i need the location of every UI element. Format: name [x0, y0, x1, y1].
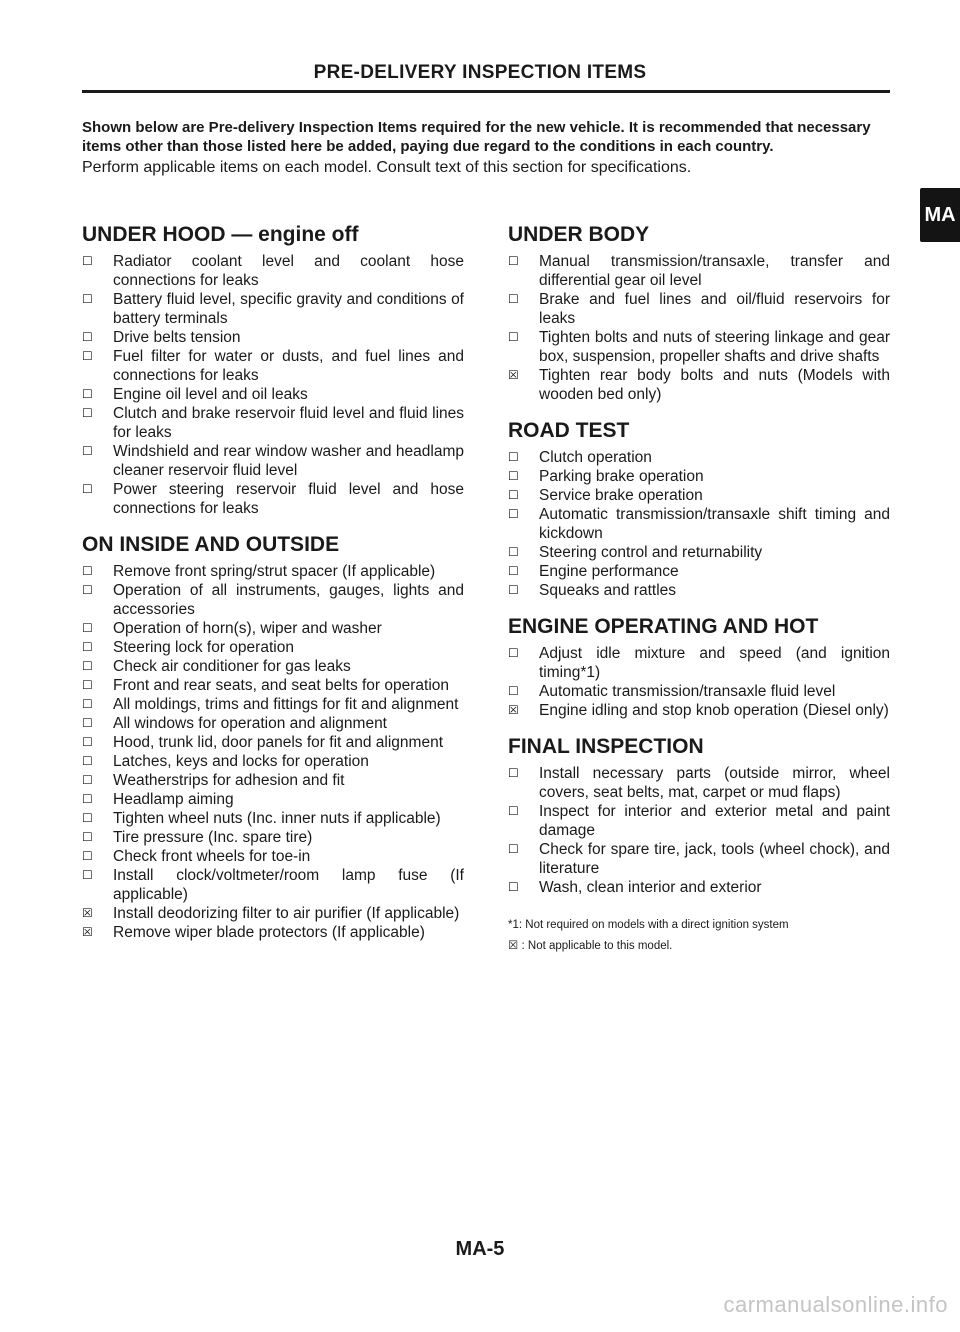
checklist-item [82, 676, 464, 695]
checklist-item-text: Operation of all instruments, gauges, lights and accessories [113, 582, 464, 618]
checkbox-icon: ☐ [82, 830, 93, 844]
checklist-item-text: Tighten bolts and nuts of steering linkage and gear box, suspension, propeller shafts and drive shafts [539, 329, 890, 365]
checklist-item-text: Engine performance [539, 563, 679, 580]
checklist-item [508, 467, 890, 486]
left-column [82, 222, 464, 956]
checklist-item-text: Tighten wheel nuts (Inc. inner nuts if applicable) [113, 810, 441, 827]
watermark: carmanualsonline.info [723, 1292, 948, 1317]
checkbox-icon: ☐ [82, 387, 93, 401]
checklist-item-text: Fuel filter for water or dusts, and fuel lines and connections for leaks [113, 348, 464, 384]
checklist-item-text: Adjust idle mixture and speed (and ignition timing*1) [539, 645, 890, 681]
section-title: UNDER BODY [508, 223, 650, 246]
checklist-item-text: Remove wiper blade protectors (If applicable) [113, 924, 425, 941]
checklist-item [82, 714, 464, 733]
crossed-checkbox-icon: ☒ [508, 703, 519, 717]
section-engine-operating-and-hot [508, 614, 890, 720]
checklist-item-text: Wash, clean interior and exterior [539, 879, 762, 896]
checklist-item-text: Radiator coolant level and coolant hose connections for leaks [113, 253, 464, 289]
checklist-item-text: Service brake operation [539, 487, 703, 504]
checklist-item [82, 404, 464, 442]
checklist-item [508, 505, 890, 543]
checklist-item [82, 923, 464, 942]
section-title: FINAL INSPECTION [508, 735, 704, 758]
section-road-test [508, 418, 890, 600]
checklist-item-text: Check front wheels for toe-in [113, 848, 311, 865]
checklist-item [508, 562, 890, 581]
checklist-item [82, 809, 464, 828]
checklist-item [82, 347, 464, 385]
crossed-checkbox-icon: ☒ [508, 368, 519, 382]
checkbox-icon: ☐ [82, 773, 93, 787]
checkbox-icon: ☐ [508, 766, 519, 780]
checklist-item-text: Weatherstrips for adhesion and fit [113, 772, 345, 789]
checkbox-icon: ☐ [508, 450, 519, 464]
section-title: ENGINE OPERATING AND HOT [508, 615, 819, 638]
checklist-item-text: Check for spare tire, jack, tools (wheel chock), and literature [539, 841, 890, 877]
checklist-item-text: Clutch operation [539, 449, 652, 466]
right-column [508, 222, 890, 957]
checklist-item-text: Squeaks and rattles [539, 582, 677, 599]
checkbox-icon: ☐ [508, 507, 519, 521]
checklist-item [508, 682, 890, 701]
checkbox-icon: ☐ [508, 330, 519, 344]
checklist-item [508, 328, 890, 366]
checklist-item [82, 752, 464, 771]
checklist-item-text: Battery fluid level, specific gravity and conditions of battery terminals [113, 291, 464, 327]
checklist-item [82, 904, 464, 923]
checkbox-icon: ☐ [82, 330, 93, 344]
checklist-item [508, 486, 890, 505]
checkbox-icon: ☐ [508, 880, 519, 894]
section-under-hood-engine-off [82, 222, 464, 518]
checklist-item [82, 385, 464, 404]
checklist-item [82, 480, 464, 518]
checklist-item [82, 581, 464, 619]
checklist-item-text: Clutch and brake reservoir fluid level and fluid lines for leaks [113, 405, 464, 441]
checkbox-icon: ☐ [82, 811, 93, 825]
checklist-item-text: All windows for operation and alignment [113, 715, 387, 732]
checkbox-icon: ☐ [508, 583, 519, 597]
checkbox-icon: ☐ [82, 254, 93, 268]
checkbox-icon: ☐ [82, 292, 93, 306]
checkbox-icon: ☐ [508, 646, 519, 660]
checklist-item [82, 442, 464, 480]
checklist-item [82, 562, 464, 581]
checklist-item [82, 847, 464, 866]
checklist-item-text: Steering lock for operation [113, 639, 294, 656]
checkbox-icon: ☐ [82, 849, 93, 863]
checklist-item [508, 290, 890, 328]
checklist-item [508, 366, 890, 404]
checklist-item-text: Drive belts tension [113, 329, 241, 346]
checklist-item-text: Parking brake operation [539, 468, 704, 485]
checklist-item [508, 581, 890, 600]
checklist-item [82, 771, 464, 790]
checklist-item-text: Windshield and rear window washer and headlamp cleaner reservoir fluid level [113, 443, 464, 479]
checklist-item-text: Operation of horn(s), wiper and washer [113, 620, 382, 637]
checklist-item-text: Check air conditioner for gas leaks [113, 658, 351, 675]
checkbox-icon: ☐ [508, 469, 519, 483]
checklist-item-text: Remove front spring/strut spacer (If applicable) [113, 563, 436, 580]
checklist-item-text: Manual transmission/transaxle, transfer and differential gear oil level [539, 253, 890, 289]
checkbox-icon: ☐ [82, 716, 93, 730]
checkbox-icon: ☐ [508, 545, 519, 559]
section-title: UNDER HOOD — engine off [82, 223, 359, 246]
checklist-item-text: Engine idling and stop knob operation (Diesel only) [539, 702, 889, 719]
checklist-item [508, 840, 890, 878]
checklist-item-text: Automatic transmission/transaxle fluid level [539, 683, 836, 700]
checkbox-icon: ☐ [82, 678, 93, 692]
checkbox-icon: ☐ [82, 406, 93, 420]
checklist-item-text: Tighten rear body bolts and nuts (Models with wooden bed only) [539, 367, 890, 403]
checklist-item [508, 448, 890, 467]
checklist-item-text: Steering control and returnability [539, 544, 763, 561]
checkbox-icon: ☐ [82, 349, 93, 363]
checkbox-icon: ☐ [508, 684, 519, 698]
checklist-item-text: Automatic transmission/transaxle shift timing and kickdown [539, 506, 890, 542]
checklist-item [82, 695, 464, 714]
checkbox-icon: ☐ [82, 444, 93, 458]
checklist-item [82, 328, 464, 347]
checkbox-icon: ☐ [82, 735, 93, 749]
checklist-item-text: Front and rear seats, and seat belts for operation [113, 677, 450, 694]
crossed-checkbox-icon: ☒ [82, 925, 93, 939]
checklist-item-text: Inspect for interior and exterior metal and paint damage [539, 803, 890, 839]
checklist-item [82, 828, 464, 847]
checklist-item-text: Headlamp aiming [113, 791, 234, 808]
checklist-item-text: Engine oil level and oil leaks [113, 386, 308, 403]
checklist-item [82, 790, 464, 809]
checkbox-icon: ☐ [82, 640, 93, 654]
checklist-item-text: Install necessary parts (outside mirror, wheel covers, seat belts, mat, carpet or mud flaps) [539, 765, 890, 801]
intro-block [82, 118, 890, 177]
intro-text: Perform applicable items on each model. Consult text of this section for specifications. [82, 159, 692, 176]
page-number: MA-5 [455, 1238, 505, 1260]
checklist-item-text: Hood, trunk lid, door panels for fit and alignment [113, 734, 443, 751]
checklist-item-text: Latches, keys and locks for operation [113, 753, 369, 770]
section-title: ROAD TEST [508, 419, 630, 442]
checklist-item [508, 802, 890, 840]
checkbox-icon: ☐ [82, 697, 93, 711]
checklist-item [82, 252, 464, 290]
checklist-item [82, 290, 464, 328]
checkbox-icon: ☐ [508, 292, 519, 306]
checklist-item [508, 764, 890, 802]
checkbox-icon: ☐ [82, 659, 93, 673]
checklist-item [508, 701, 890, 720]
checkbox-icon: ☐ [82, 583, 93, 597]
checklist-item-text: All moldings, trims and fittings for fit and alignment [113, 696, 459, 713]
section-tab: MA [920, 188, 960, 242]
checkbox-icon: ☐ [508, 804, 519, 818]
checklist-item-text: Power steering reservoir fluid level and hose connections for leaks [113, 481, 464, 517]
checkbox-icon: ☐ [82, 754, 93, 768]
checkbox-icon: ☐ [82, 564, 93, 578]
section-under-body [508, 222, 890, 404]
checklist-item [508, 252, 890, 290]
footnote: ☒ : Not applicable to this model. [508, 940, 673, 952]
checkbox-icon: ☐ [508, 254, 519, 268]
checklist-item [82, 657, 464, 676]
checklist-item [508, 878, 890, 897]
checklist-item [82, 638, 464, 657]
crossed-checkbox-icon: ☒ [82, 906, 93, 920]
section-title: ON INSIDE AND OUTSIDE [82, 533, 340, 556]
checklist-item-text: Tire pressure (Inc. spare tire) [113, 829, 313, 846]
checklist-item [82, 866, 464, 904]
checkbox-icon: ☐ [508, 564, 519, 578]
checklist-item-text: Brake and fuel lines and oil/fluid reservoirs for leaks [539, 291, 890, 327]
footnote: *1: Not required on models with a direct ignition system [508, 919, 789, 931]
checklist-item-text: Install clock/voltmeter/room lamp fuse (If applicable) [113, 867, 464, 903]
checkbox-icon: ☐ [508, 842, 519, 856]
page-title: PRE-DELIVERY INSPECTION ITEMS [313, 62, 647, 83]
section-on-inside-and-outside [82, 532, 464, 942]
checkbox-icon: ☐ [82, 792, 93, 806]
checklist-item-text: Install deodorizing filter to air purifier (If applicable) [113, 905, 460, 922]
checklist-item [508, 644, 890, 682]
checklist-item [82, 733, 464, 752]
footnotes [508, 915, 890, 957]
checklist-item [508, 543, 890, 562]
title-rule [82, 90, 890, 93]
checkbox-icon: ☐ [82, 868, 93, 882]
checkbox-icon: ☐ [82, 482, 93, 496]
checkbox-icon: ☐ [508, 488, 519, 502]
intro-bold-text: Shown below are Pre-delivery Inspection Items required for the new vehicle. It is recommended that necessary items other than those listed here be added, paying due regard to the conditions in each country. [82, 119, 871, 155]
checklist-item [82, 619, 464, 638]
section-final-inspection [508, 734, 890, 897]
checkbox-icon: ☐ [82, 621, 93, 635]
